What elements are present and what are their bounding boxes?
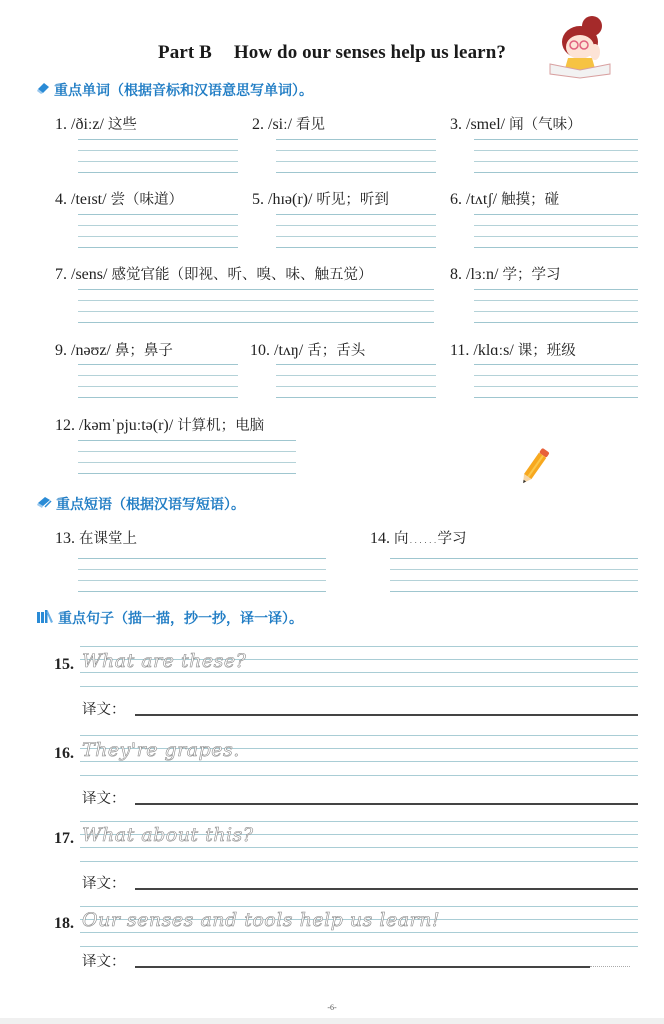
writing-lines-3[interactable]	[474, 139, 638, 173]
translation-input-18[interactable]	[135, 966, 590, 968]
writing-lines-1[interactable]	[78, 139, 238, 173]
phrase-item-14: 14. 向……学习	[370, 530, 467, 547]
tracing-sentence-15: What are these?	[82, 650, 247, 672]
writing-lines-9[interactable]	[78, 364, 238, 398]
eraser-icon	[36, 495, 52, 513]
word-item-10: 10. /tʌŋ/ 舌；舌头	[250, 342, 366, 359]
page-bottom-edge	[0, 1018, 664, 1024]
tracing-sentence-18: Our senses and tools help us learn!	[82, 909, 440, 931]
word-item-2: 2. /siː/ 看见	[252, 116, 326, 133]
girl-reading-illustration	[540, 12, 620, 80]
section-heading-text: 重点短语（根据汉语写短语）。	[56, 497, 245, 513]
section-heading-phrases	[36, 494, 245, 514]
section-heading-sentences	[36, 608, 303, 628]
word-item-4: 4. /teɪst/ 尝（味道）	[55, 191, 184, 208]
title-question: How do our senses help us learn?	[233, 42, 506, 63]
writing-lines-12[interactable]	[78, 440, 296, 474]
word-item-3: 3. /smel/ 闻（气味）	[450, 116, 582, 133]
translation-label-15: 译文：	[82, 702, 126, 718]
word-item-7: 7. /sens/ 感觉官能（即视、听、嗅、味、触五觉）	[55, 266, 373, 283]
word-item-9: 9. /nəʊz/ 鼻；鼻子	[55, 342, 173, 359]
writing-lines-11[interactable]	[474, 364, 638, 398]
word-item-11: 11. /klɑːs/ 课；班级	[450, 342, 576, 359]
sentence-number-18: 18.	[54, 915, 74, 932]
sentence-number-16: 16.	[54, 745, 74, 762]
writing-lines-10[interactable]	[276, 364, 436, 398]
writing-lines-14[interactable]	[390, 558, 638, 592]
word-item-5: 5. /hɪə(r)/ 听见；听到	[252, 191, 389, 208]
pencil-illustration	[515, 445, 555, 490]
writing-lines-4[interactable]	[78, 214, 238, 248]
tracing-sentence-16: They're grapes.	[82, 739, 240, 761]
eraser-icon	[36, 81, 50, 99]
writing-lines-13[interactable]	[78, 558, 326, 592]
sentence-number-17: 17.	[54, 830, 74, 847]
word-item-12: 12. /kəmˈpjuːtə(r)/ 计算机；电脑	[55, 417, 265, 434]
phrase-item-13: 13. 在课堂上	[55, 530, 137, 547]
translation-label-16: 译文：	[82, 791, 126, 807]
sentence-number-15: 15.	[54, 656, 74, 673]
translation-input-17[interactable]	[135, 888, 638, 890]
writing-lines-5[interactable]	[276, 214, 436, 248]
books-icon	[36, 609, 54, 627]
translation-label-18: 译文：	[82, 954, 126, 970]
writing-lines-6[interactable]	[474, 214, 638, 248]
translation-label-17: 译文：	[82, 876, 126, 892]
section-heading-text: 重点单词（根据音标和汉语意思写单词）。	[54, 83, 313, 99]
page-number: -6-	[327, 1003, 337, 1012]
writing-lines-2[interactable]	[276, 139, 436, 173]
writing-lines-8[interactable]	[474, 289, 638, 323]
translation-line-dotted-end	[590, 966, 630, 967]
word-item-1: 1. /ðiːz/ 这些	[55, 116, 137, 133]
tracing-sentence-17: What about this?	[82, 824, 254, 846]
translation-input-16[interactable]	[135, 803, 638, 805]
translation-input-15[interactable]	[135, 714, 638, 716]
section-heading-words	[36, 80, 313, 100]
section-heading-text: 重点句子（描一描，抄一抄，译一译）。	[58, 611, 303, 627]
writing-lines-7[interactable]	[78, 289, 434, 323]
word-item-6: 6. /tʌtʃ/ 触摸；碰	[450, 191, 560, 208]
title-part: Part B	[158, 42, 212, 63]
word-item-8: 8. /lɜːn/ 学；学习	[450, 266, 561, 283]
